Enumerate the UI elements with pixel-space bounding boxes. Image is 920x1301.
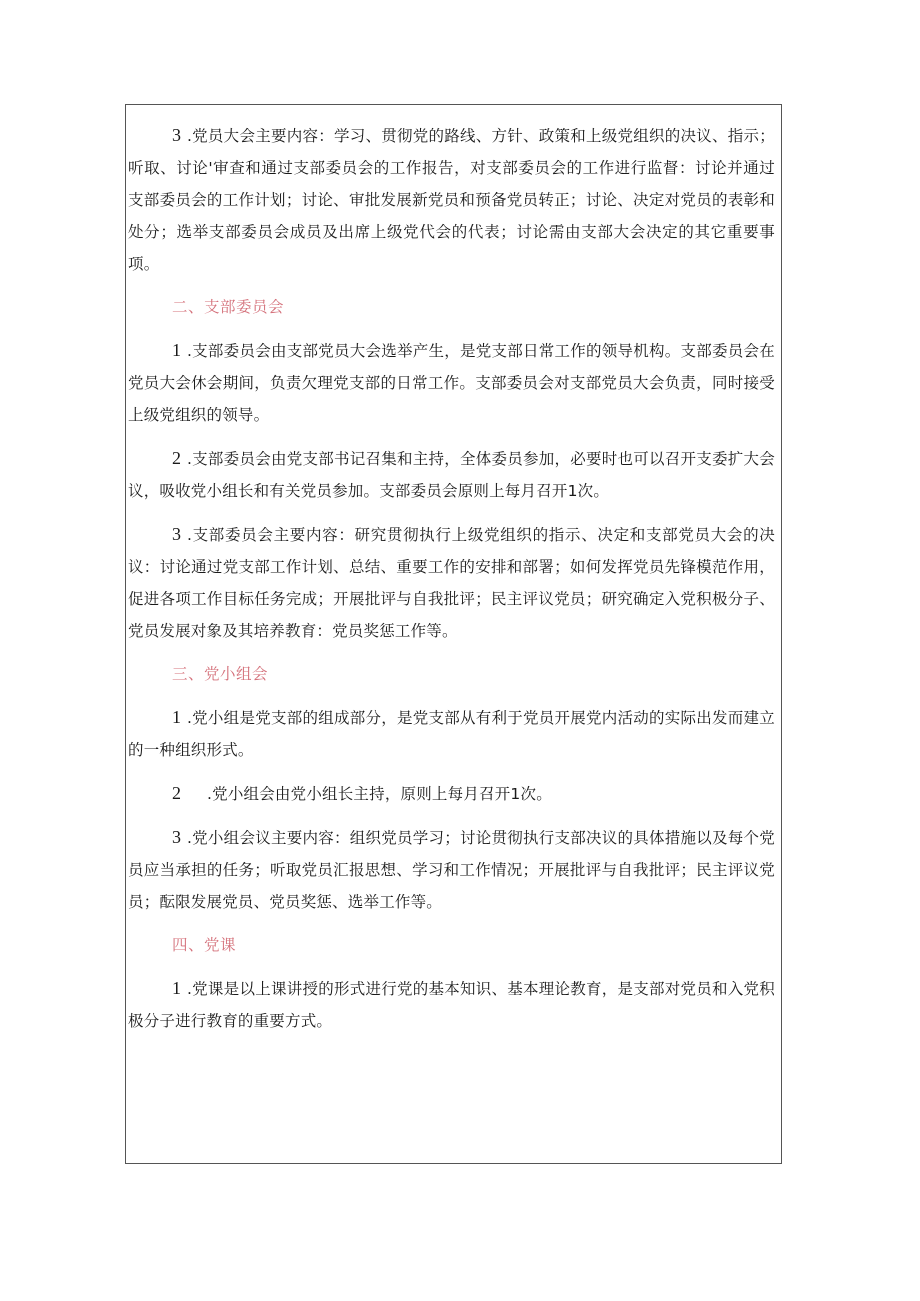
paragraph — [128, 777, 775, 810]
section-heading: 三、党小组会 — [172, 665, 269, 683]
paragraph — [128, 442, 775, 507]
paragraph — [128, 334, 775, 431]
item-number: 1 — [172, 978, 181, 998]
item-number: 3 — [172, 524, 181, 544]
item-number: 2 — [172, 783, 181, 803]
section-heading: 四、党课 — [172, 936, 237, 954]
paragraph — [128, 972, 775, 1037]
document-page — [125, 104, 782, 1164]
item-number: 3 — [172, 125, 181, 145]
paragraph-text: .支部委员会由支部党员大会选举产生，是党支部日常工作的领导机构。支部委员会在党员大会休会期间，负责欠理党支部的日常工作。支部委员会对支部党员大会负责，同时接受上级党组织的领导。 — [128, 342, 775, 424]
paragraph-text: .党小组是党支部的组成部分，是党支部从有利于党员开展党内活动的实际出发而建立的一种组织形式。 — [128, 709, 775, 759]
paragraph-text: .党小组会议主要内容：组织党员学习；讨论贯彻执行支部决议的具体措施以及每个党员应当承担的任务；听取党员汇报思想、学习和工作情况；开展批评与自我批评；民主评议党员；酝限发展党员、党员奖惩、选举工作等。 — [128, 829, 775, 911]
paragraph-text: .支部委员会由党支部书记召集和主持，全体委员参加，必要时也可以召开支委扩大会议，吸收党小组长和有关党员参加。支部委员会原则上每月召开1次。 — [128, 450, 775, 500]
paragraph — [128, 518, 775, 647]
item-number: 1 — [172, 707, 181, 727]
paragraph-text: .党课是以上课讲授的形式进行党的基本知识、基本理论教育，是支部对党员和入党积极分子进行教育的重要方式。 — [128, 980, 775, 1030]
section-heading: 二、支部委员会 — [172, 298, 285, 316]
paragraph — [128, 821, 775, 918]
item-number: 2 — [172, 448, 181, 468]
paragraph-text: .支部委员会主要内容：研究贯彻执行上级党组织的指示、决定和支部党员大会的决议：讨论通过党支部工作计划、总结、重要工作的安排和部署；如何发挥党员先锋模范作用，促进各项工作目标任务完成；开展批评与自我批评；民主评议党员；研究确定入党积极分子、党员发展对象及其培养教育：党员奖惩工作等。 — [128, 526, 775, 640]
paragraph-text: .党小组会由党小组长主持，原则上每月召开1次。 — [207, 785, 552, 803]
paragraph-text: .党员大会主要内容：学习、贯彻党的路线、方针、政策和上级党组织的决议、指示；听取、讨论'审查和通过支部委员会的工作报告，对支部委员会的工作进行监督：讨论并通过支部委员会的工作计划；讨论、审批发展新党员和预备党员转正；讨论、决定对党员的表彰和处分；选举支部委员会成员及出席上级党代会的代表；讨论需由支部大会决定的其它重要事项。 — [128, 127, 775, 273]
paragraph — [128, 119, 775, 280]
item-number: 3 — [172, 827, 181, 847]
paragraph — [128, 701, 775, 766]
item-number: 1 — [172, 340, 181, 360]
